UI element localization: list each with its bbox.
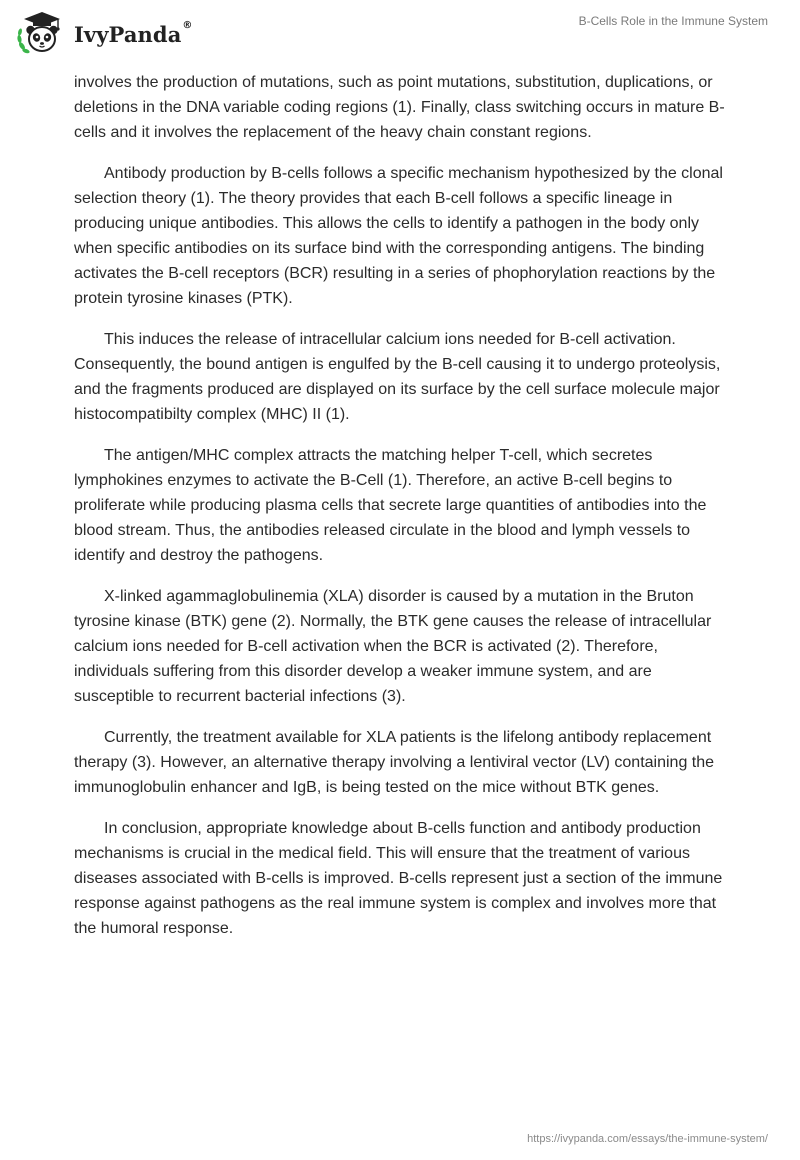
paragraph: The antigen/MHC complex attracts the matching helper T-cell, which secretes lymphokines enzymes to activate the B-Cell (1). Therefore, an active B-cell begins to proliferate while producing plasma cells that secrete large quantities of antibodies into the blood stream. Thus, the antibodies released circulate in the blood and lymph vessels to identify and destroy the pathogens. [74,447,707,564]
source-url[interactable]: https://ivypanda.com/essays/the-immune-system/ [527,1133,768,1145]
registered-mark: ® [182,19,193,31]
ivypanda-logo[interactable] [14,10,193,56]
paragraph: In conclusion, appropriate knowledge about B-cells function and antibody production mechanisms is crucial in the medical field. This will ensure that the treatment of various diseases associated with B-cells is improved. B-cells represent just a section of the immune response against pathogens as the real immune system is complex and involves more that the humoral response. [74,820,723,937]
paragraph: Currently, the treatment available for XLA patients is the lifelong antibody replacement therapy (3). However, an alternative therapy involving a lentiviral vector (LV) containing the immunoglobulin enhancer and IgB, is being tested on the mice without BTK genes. [74,729,715,796]
paragraph: This induces the release of intracellular calcium ions needed for B-cell activation. Consequently, the bound antigen is engulfed by the B-cell causing it to undergo proteolysis, and the fragments produced are displayed on its surface by the cell surface molecule major histocompatibilty complex (MHC) II (1). [74,331,721,423]
brand-name [74,19,193,47]
panda-graduate-logo-icon [14,10,70,56]
paragraph: involves the production of mutations, such as point mutations, substitution, duplications, or deletions in the DNA variable coding regions (1). Finally, class switching occurs in mature B-cells and it involves the replacement of the heavy chain constant regions. [74,74,725,141]
page-header [0,0,800,64]
paragraph: Antibody production by B-cells follows a specific mechanism hypothesized by the clonal selection theory (1). The theory provides that each B-cell follows a specific lineage in producing unique antibodies. This allows the cells to identify a pathogen in the body only when specific antibodies on its surface bind with the corresponding antigens. The binding activates the B-cell receptors (BCR) resulting in a series of phophorylation reactions by the protein tyrosine kinases (PTK). [74,165,723,307]
document-title: B-Cells Role in the Immune System [578,14,768,28]
brand-name-text: IvyPanda [74,21,182,47]
essay-body [74,70,734,957]
paragraph: X-linked agammaglobulinemia (XLA) disorder is caused by a mutation in the Bruton tyrosine kinase (BTK) gene (2). Normally, the BTK gene causes the release of intracellular calcium ions needed for B-cell activation when the BCR is activated (2). Therefore, individuals suffering from this disorder develop a weaker immune system, and are susceptible to recurrent bacterial infections (3). [74,588,712,705]
